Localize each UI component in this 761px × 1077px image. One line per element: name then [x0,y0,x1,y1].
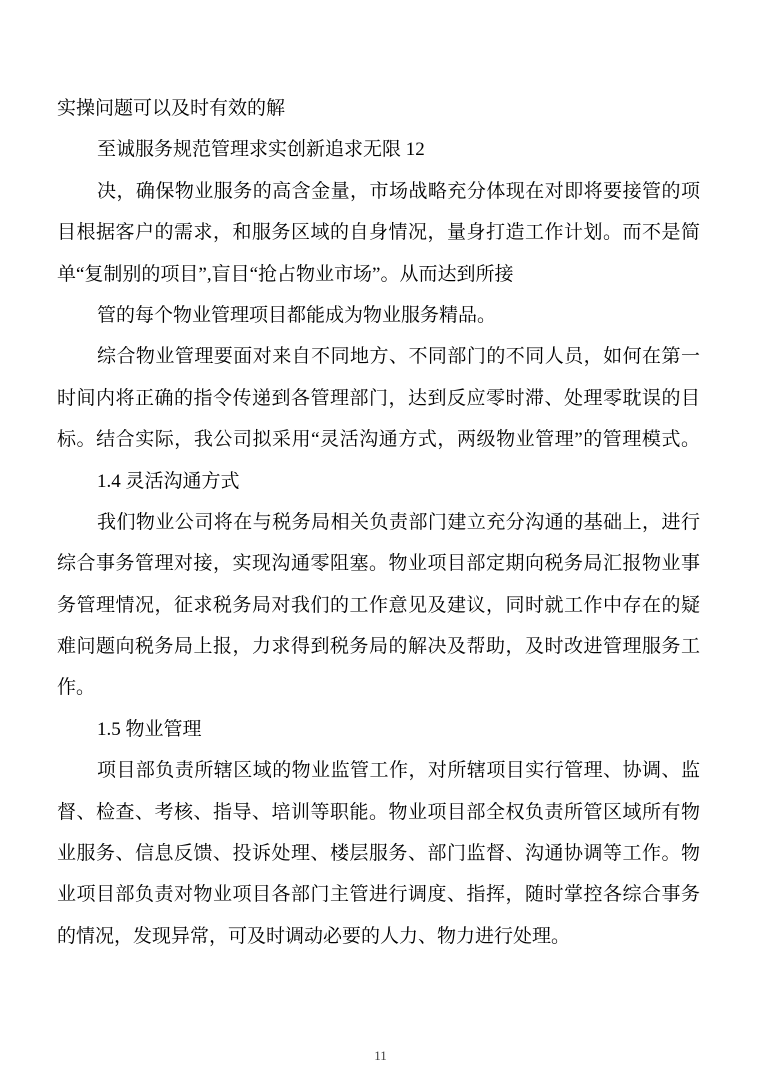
text-line: 难问题向税务局上报，力求得到税务局的解决及帮助，及时改进管理服务工 [57,636,700,658]
text-line: 标。结合实际，我公司拟采用“灵活沟通方式，两级物业管理”的管理模式。 [57,429,700,451]
section-heading: 1.5 物业管理 [97,718,202,740]
text-line: 决，确保物业服务的高含金量，市场战略充分体现在对即将要接管的项 [97,180,700,202]
text-line: 业项目部负责对物业项目各部门主管进行调度、指挥，随时掌控各综合事务 [57,884,700,906]
text-line: 务管理情况，征求税务局对我们的工作意见及建议，同时就工作中存在的疑 [57,594,700,616]
text-line: 综合事务管理对接，实现沟通零阻塞。物业项目部定期向税务局汇报物业事 [57,553,700,575]
text-line: 管的每个物业管理项目都能成为物业服务精品。 [97,304,497,326]
text-line: 业服务、信息反馈、投诉处理、楼层服务、部门监督、沟通协调等工作。物 [57,843,700,865]
text-line: 作。 [57,677,96,699]
text-line: 实操问题可以及时有效的解 [57,98,286,119]
text-line: 目根据客户的需求，和服务区域的自身情况，量身打造工作计划。而不是简 [57,222,700,244]
text-line: 至诚服务规范管理求实创新追求无限 12 [97,139,425,161]
text-line: 我们物业公司将在与税务局相关负责部门建立充分沟通的基础上，进行 [97,511,700,533]
text-line: 时间内将正确的指令传递到各管理部门，达到反应零时滞、处理零耽误的目 [57,387,700,409]
section-heading: 1.4 灵活沟通方式 [97,470,240,492]
text-line: 单“复制别的项目”,盲目“抢占物业市场”。从而达到所接 [57,263,514,285]
text-line: 项目部负责所辖区域的物业监管工作，对所辖项目实行管理、协调、监 [97,760,700,782]
text-line: 综合物业管理要面对来自不同地方、不同部门的不同人员，如何在第一 [97,346,700,368]
document-body [57,88,700,957]
text-line: 督、检查、考核、指导、培训等职能。物业项目部全权负责所管区域所有物 [57,801,700,823]
page-number: 11 [374,1048,387,1063]
text-line: 的情况，发现异常，可及时调动必要的人力、物力进行处理。 [57,925,571,947]
